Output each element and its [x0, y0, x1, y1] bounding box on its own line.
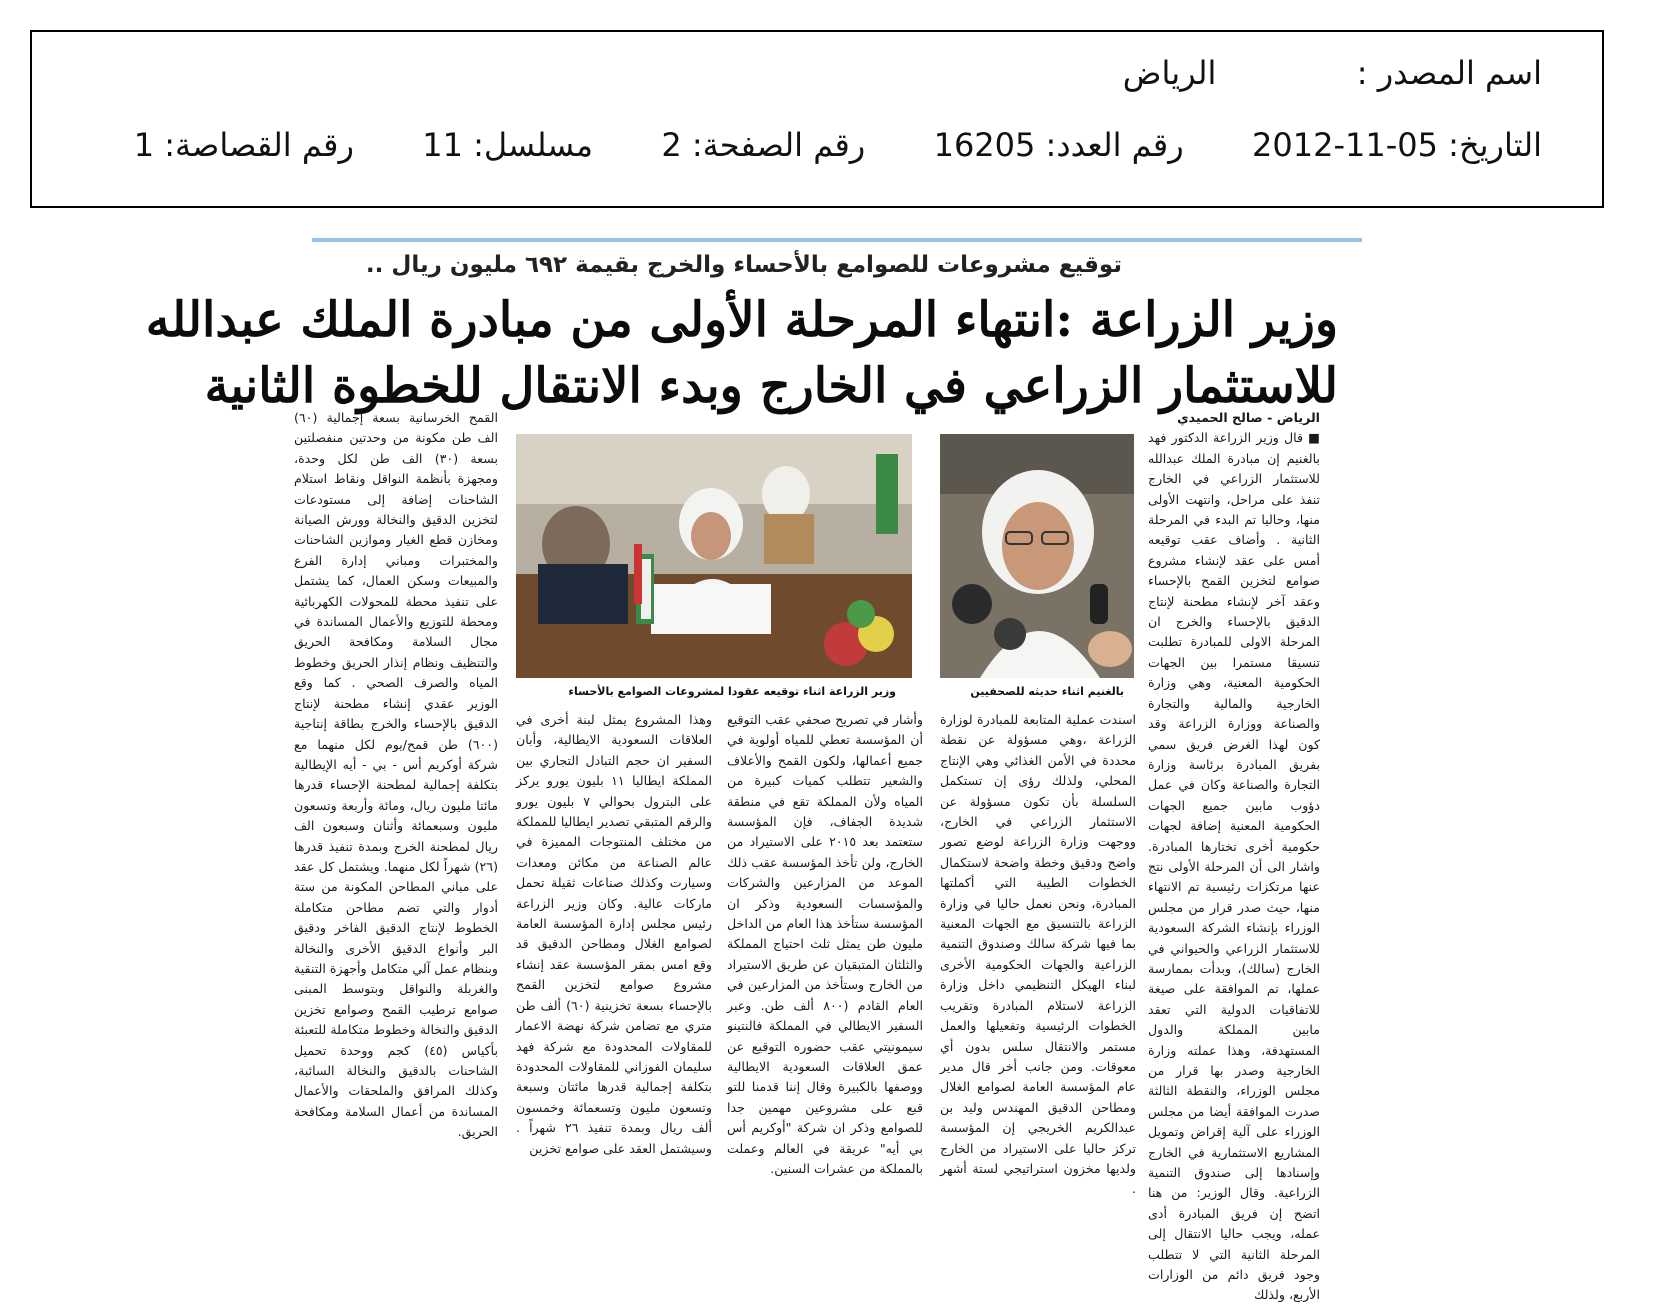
minister-photo [940, 434, 1134, 678]
date-value: 2012-11-05 [1252, 126, 1438, 164]
column-2-text: اسندت عملية المتابعة للمبادرة لوزارة الزراعة ،وهي مسؤولة عن نقطة محددة في الأمن الغذائي وهي الإنتاج المحلي، ولذلك رؤى إن تستكمل السلسلة بأن تكون مسؤولة عن الاستثمار الزراعي في الخارج، ووجهت وزارة الزراعة لوضع تصور واضح ودقيق وخطة واضحة لاستكمال الخطوات الطيبة التي أكملتها المبادرة، ونحن نعمل حاليا في وزارة الزراعة بالتنسيق مع الجهات المعنية بما فيها شركة سالك وصندوق التنمية الزراعية والجهات الحكومية الأخرى لبناء الهيكل التنظيمي داخل وزارة الزراعة لاستلام المبادرة وتقريب الخطوات الرئيسية وتفعيلها والعمل مستمر والانتقال سلس بدون أي معوقات. ومن جانب أخر قال مدير عام المؤسسة العامة لصوامع الغلال ومطاحن الدقيق المهندس وليد بن عبدالكريم الخريجي إن المؤسسة تركز حاليا على الاستيراد من الخارج ولديها مخزون استراتيجي لستة أشهر . [940, 712, 1136, 1197]
date-label: التاريخ: [1448, 126, 1542, 164]
page-label: رقم الصفحة: [691, 126, 866, 164]
clip-label: رقم القصاصة: [164, 126, 354, 164]
source-name-row [1123, 54, 1542, 92]
article-byline: الرياض - صالح الحميدي [1177, 410, 1320, 425]
page-value: 2 [661, 126, 682, 164]
issue-value: 16205 [933, 126, 1036, 164]
serial-value: 11 [422, 126, 463, 164]
issue-label: رقم العدد: [1045, 126, 1184, 164]
column-4-text: وهذا المشروع يمثل لبنة أخرى في العلاقات السعودية الايطالية، وأبان السفير ان حجم التبادل التجاري بين المملكة ايطاليا ١١ بليون يورو يركز على البترول بحوالي ٧ بليون يورو والرقم المتبقي تصدير ايطاليا للمملكة من مختلف المنتوجات المميزة في عالم الصناعة من مكائن ومعدات وسيارت وكذلك صناعات ثقيلة تحمل ماركات عالية. وكان وزير الزراعة رئيس مجلس إدارة المؤسسة العامة لصوامع الغلال ومطاحن الدقيق قد وقع امس بمقر المؤسسة عقد إنشاء مشروع صوامع لتخزين القمح بالإحساء بسعة تخزينية (٦٠) ألف طن متري مع تضامن شركة نهضة الاعمار للمقاولات المحدودة مع شركة فهد سليمان الفوزاني للمقاولات المحدودة بتكلفة إجمالية قدرها مائتان وسبعة وتسعون مليون وتسعمائة وخمسون ألف ريال وبمدة تنفيذ ٢٦ شهراً . وسيشتمل العقد على صوامع تخزين [516, 712, 713, 1156]
source-info-box [30, 30, 1604, 208]
headline-line-2: للاستثمار الزراعي في الخارج وبدء الانتقال للخطوة الثانية [204, 358, 1338, 414]
column-1-text: ■ قال وزير الزراعة الدكتور فهد بالغنيم إن مبادرة الملك عبدالله للاستثمار الزراعي في الخارج تنفذ على مراحل، وانتهت الأولى منها، وحاليا تم البدء في المرحلة الثانية . وأضاف عقب توقيعه أمس على عقد لإنشاء مشروع صوامع لتخزين القمح بالإحساء وعقد آخر لإنشاء مطحنة لإنتاج الدقيق بالإحساء والخرج ان المرحلة الاولى للمبادرة تطلبت تنسيقا مستمرا بين الجهات الحكومية المعنية، وهي وزارة الخارجية والمالية والتجارة والصناعة ووزارة الزراعة وقد كون لهذا الغرض فريق سمي بفريق المبادرة برئاسة وزارة التجارة والصناعة وكان في عمل دؤوب مابين جميع الجهات الحكومية المعنية إضافة لجهات حكومية أخرى تختارها المبادرة. واشار الى أن المرحلة الأولى نتج عنها مرتكزات رئيسية تم الانتهاء منها، حيث صدر قرار من مجلس الوزراء بإنشاء الشركة السعودية للاستثمار الزراعي والحيواني في الخارج (سالك)، وبدأت بممارسة عملها، تم الموافقة على صيغة للاتفاقيات الدولية التي تعقد مابين المملكة والدول المستهدفة، وهذا عملته وزارة الخارجية وصدر بها قرار من مجلس الوزراء، والنقطة الثالثة صدرت الموافقة أيضا من مجلس الوزراء على آلية إقراض وتمويل المشاريع الاستثمارية في الخارج وإسنادها إلى صندوق التنمية الزراعية. وقال الوزير: من هنا اتضح إن فريق المبادرة أدى عمله، ويجب حاليا الانتقال إلى المرحلة الثانية التي لا تتطلب وجود فريق دائم من الوزارات الأربع، ولذلك [1148, 430, 1320, 1303]
minister-photo-caption: بالغنيم اثناء حديثه للصحفيين [970, 685, 1124, 698]
article-column-4 [516, 710, 713, 1156]
article-column-2 [940, 710, 1136, 1197]
column-3-text: وأشار في تصريح صحفي عقب التوقيع أن المؤسسة تعطي للمياه أولوية في جميع أعمالها، ولكون القمح والأعلاف والشعير تتطلب كميات كبيرة من المياه ولأن المملكة تقع في منطقة شديدة الجفاف، فإن المؤسسة ستعتمد بعد ٢٠١٥ على الاستيراد من الخارج، ولن تأخذ المؤسسة عقب ذلك الموعد من المزارعين والشركات والمؤسسات السعودية وذكر ان المؤسسة ستأخذ هذا العام من الداخل مليون طن يمثل ثلث احتياج المملكة والثلثان المتبقيان عن طريق الاستيراد من الخارج وستأخذ من المزارعين في العام القادم (٨٠٠ ألف طن. وعبر السفير الايطالي في المملكة فالنتينو سيمونيتي عقب حضوره التوقيع عن عمق العلاقات السعودية الايطالية ووصفها بالكبيرة وقال إننا قدمنا للتو قبع على مشروعين مهمين جدا للصوامع وذكر ان شركة "أوكريم أس بي أيه" عريقة في العالم وعملت بالمملكة من عشرات السنين. [727, 712, 923, 1176]
signing-photo-caption: وزير الزراعة اثناء توقيعه عقودا لمشروعات الصوامع بالأحساء [568, 685, 896, 698]
article-kicker: توقيع مشروعات للصوامع بالأحساء والخرج بقيمة ٦٩٢ مليون ريال .. [365, 252, 1122, 278]
clip-value: 1 [133, 126, 155, 164]
article-column-1 [1148, 408, 1320, 1303]
clipping-top-rule [312, 238, 1362, 242]
source-meta-row [134, 126, 1542, 164]
column-5-text: القمح الخرسانية بسعة إجمالية (٦٠) الف طن مكونة من وحدتين منفصلتين بسعة (٣٠) الف طن لكل وحدة، ومجهزة بأنظمة النواقل ونقاط استلام الشاحنات إضافة إلى مستودعات لتخزين الدقيق والنخالة وورش الصيانة ومخازن قطع الغيار وموازين الشاحنات والمختبرات ومباني إدارة الفرع والمبيعات وسكن العمال، كما يشتمل على تنفيذ محطة للمحولات الكهربائية ومحطة للتوزيع والأعمال المساندة في مجال السلامة ومكافحة الحريق والتنظيف ونظام إنذار الحريق وخطوط المياه والصرف الصحي . كما وقع الوزير عقدي إنشاء مطحنة لإنتاج الدقيق بالإحساء والخرج بطاقة إنتاجية (٦٠٠) طن قمح/يوم لكل منهما مع شركة أوكريم أس - بي - أيه الإيطالية بتكلفة إجمالية لمطحنة الإحساء قدرها مائتا مليون ريال، ومائة وأربعة وتسعون مليون وسبعمائة وأثنان وسبعون الف ريال لمطحنة الخرج وبمدة تنفيذ قدرها (٢٦) شهراً لكل منهما. ويشتمل كل عقد على مباني المطاحن المكونة من ستة أدوار والتي تضم مطاحن متكاملة الخطوط لإنتاج الدقيق الفاخر ودقيق البر وأنواع الدقيق الأخرى والنخالة وبنظام عمل آلي متكامل وأجهزة التنقية والغربلة والنواقل وبتوسط المبنى صوامع ترطيب القمح وصوامع تخزين الدقيق والنخالة وخطوط متكاملة للتعبئة بأكياس (٤٥) كجم ووحدة تحميل الشاحنات بالدقيق والنخالة السائبة، وكذلك المرافق والملحقات والأعمال المساندة من أعمال السلامة ومكافحة الحريق. [294, 410, 498, 1140]
source-name-label: اسم المصدر : [1356, 54, 1542, 92]
signing-photo [516, 434, 912, 678]
serial-label: مسلسل: [473, 126, 593, 164]
article-column-3 [727, 710, 923, 1176]
article-column-5 [294, 408, 498, 1148]
newspaper-clipping [145, 238, 1362, 1303]
headline-line-1: وزير الزراعة :انتهاء المرحلة الأولى من مبادرة الملك عبدالله [145, 292, 1338, 348]
source-name-value: الرياض [1122, 54, 1217, 92]
